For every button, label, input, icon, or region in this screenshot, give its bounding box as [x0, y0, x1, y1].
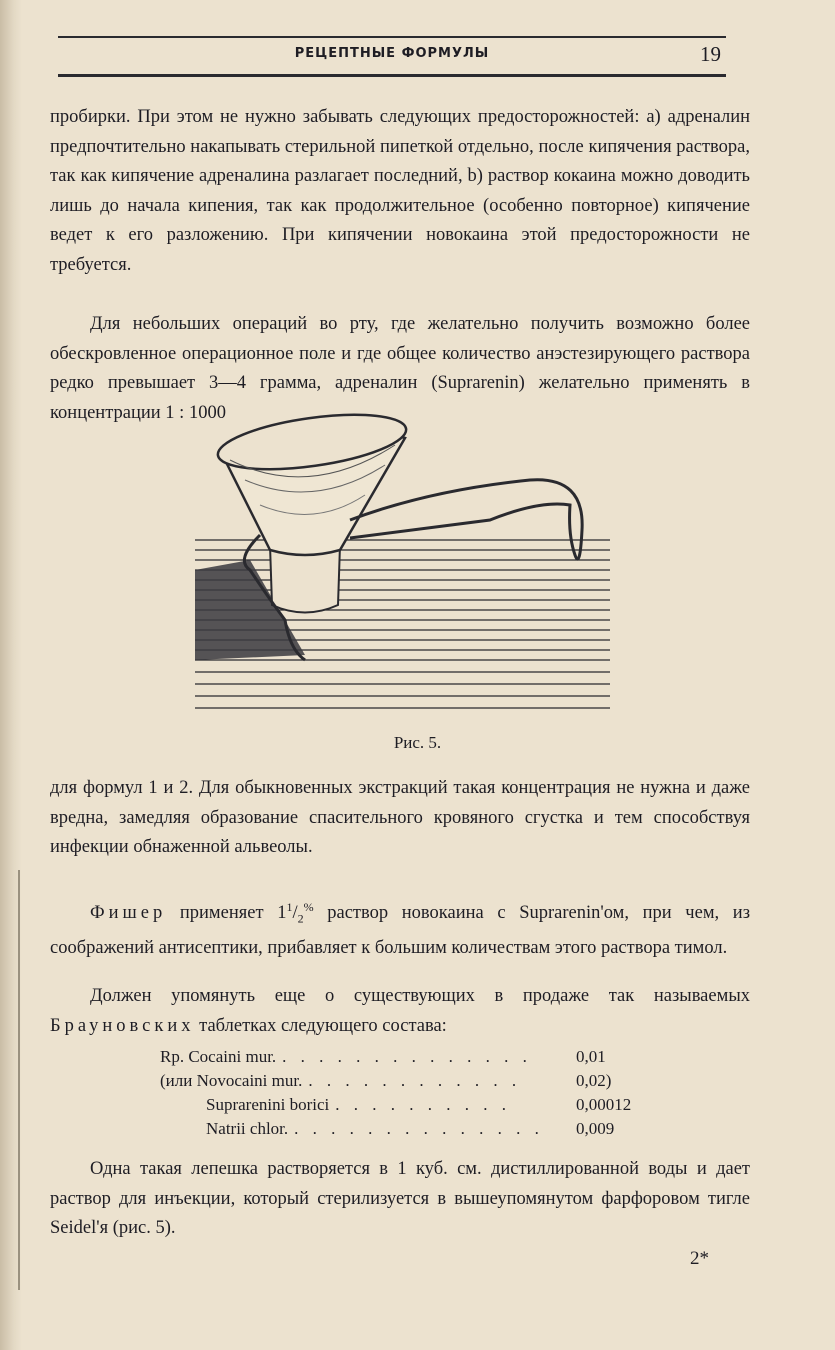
- crucible-drawing: [190, 410, 620, 720]
- formula-row: [160, 1069, 660, 1093]
- formula-row: [160, 1117, 660, 1141]
- formula-leader-dots: . . . . . . . . . .: [335, 1095, 511, 1114]
- running-head: РЕЦЕПТНЫЕ ФОРМУЛЫ: [294, 46, 490, 61]
- page-number: 19: [700, 42, 721, 66]
- header-rule-top: [58, 36, 726, 38]
- paragraph-adrenaline-concentration: Для небольших операций во рту, где желательно получить возможно более обескровленное операционное поле и где общее количество анэстезирующего раствора редко превышает 3—4 грамма, адреналин (Suprarenin) желательно применять в концентрации 1 : 1000: [50, 314, 750, 423]
- paragraph-precautions: пробирки. При этом не нужно забывать следующих предосторожностей: а) адреналин предпочтительно накапывать стерильной пипеткой отдельно, после кипячения раствора, так как кипячение адреналина разлагает последний, b) раствор кокаина можно доводить лишь до начала кипения, так как продолжительное (особенно повторное) кипячение ведет к его разложению. При кипячении новокаина этой предосторожности не требуется.: [50, 107, 750, 275]
- formula-ingredient: (или Novocaini mur.: [160, 1071, 303, 1090]
- concentration-fraction: $1^1/_2^{\%}$: [277, 900, 314, 926]
- braun-text-pre: Должен упомянуть еще о существующих в продаже так называемых: [90, 986, 750, 1006]
- page-binding-edge: [0, 0, 22, 1350]
- fraction-numerator: 1: [286, 900, 293, 914]
- braun-name: Брауновских: [50, 1015, 195, 1036]
- paragraph-tablet-solution: Одна такая лепешка растворяется в 1 куб. см. дистиллированной воды и дает раствор для инъекции, который стерилизуется в вышеупомянутом фарфоровом тигле Seidel'я (рис. 5).: [50, 1159, 750, 1238]
- formula-row: [160, 1045, 660, 1069]
- paragraph-fischer: [50, 893, 750, 964]
- fraction-whole: 1: [277, 903, 287, 924]
- formula-ingredient: Rp. Cocaini mur.: [160, 1047, 277, 1066]
- figure-crucible-illustration: [190, 410, 620, 720]
- author-name-fischer: Фишер: [90, 903, 167, 924]
- formula-row: [160, 1093, 660, 1117]
- fraction-percent: %: [303, 900, 314, 914]
- fischer-text-pre: применяет: [166, 903, 278, 924]
- formula-amount: 0,01: [576, 1047, 606, 1066]
- paragraph-extraction-note: для формул 1 и 2. Для обыкновенных экстракций такая концентрация не нужна и даже вредна, замедляя образование спасительного кровяного сгустка и тем способствуя инфекции обнаженной альвеолы.: [50, 778, 750, 857]
- fraction-denominator: 2: [297, 911, 304, 926]
- header-rule-bottom: [58, 74, 726, 77]
- prescription-formula: [160, 1045, 660, 1141]
- formula-leader-dots: . . . . . . . . . . . .: [308, 1071, 522, 1090]
- paragraph-braun-tablets: [50, 982, 750, 1041]
- formula-amount: 0,00012: [576, 1095, 632, 1114]
- formula-ingredient: Suprarenini borici: [206, 1095, 330, 1114]
- braun-text-rest: таблетках следующего состава:: [194, 1015, 447, 1036]
- fischer-text-rest: раствор новокаина с Suprarenin'ом, при чем, из соображений антисептики, прибавляет к большим количествам этого раствора тимол.: [50, 903, 751, 959]
- formula-ingredient: Natrii chlor.: [206, 1119, 289, 1138]
- formula-leader-dots: . . . . . . . . . . . . . .: [294, 1119, 544, 1138]
- formula-amount: 0,02): [576, 1071, 612, 1090]
- formula-amount: 0,009: [576, 1119, 615, 1138]
- signature-mark: 2*: [690, 1248, 709, 1269]
- formula-leader-dots: . . . . . . . . . . . . . .: [282, 1047, 532, 1066]
- figure-caption: Рис. 5.: [393, 733, 442, 752]
